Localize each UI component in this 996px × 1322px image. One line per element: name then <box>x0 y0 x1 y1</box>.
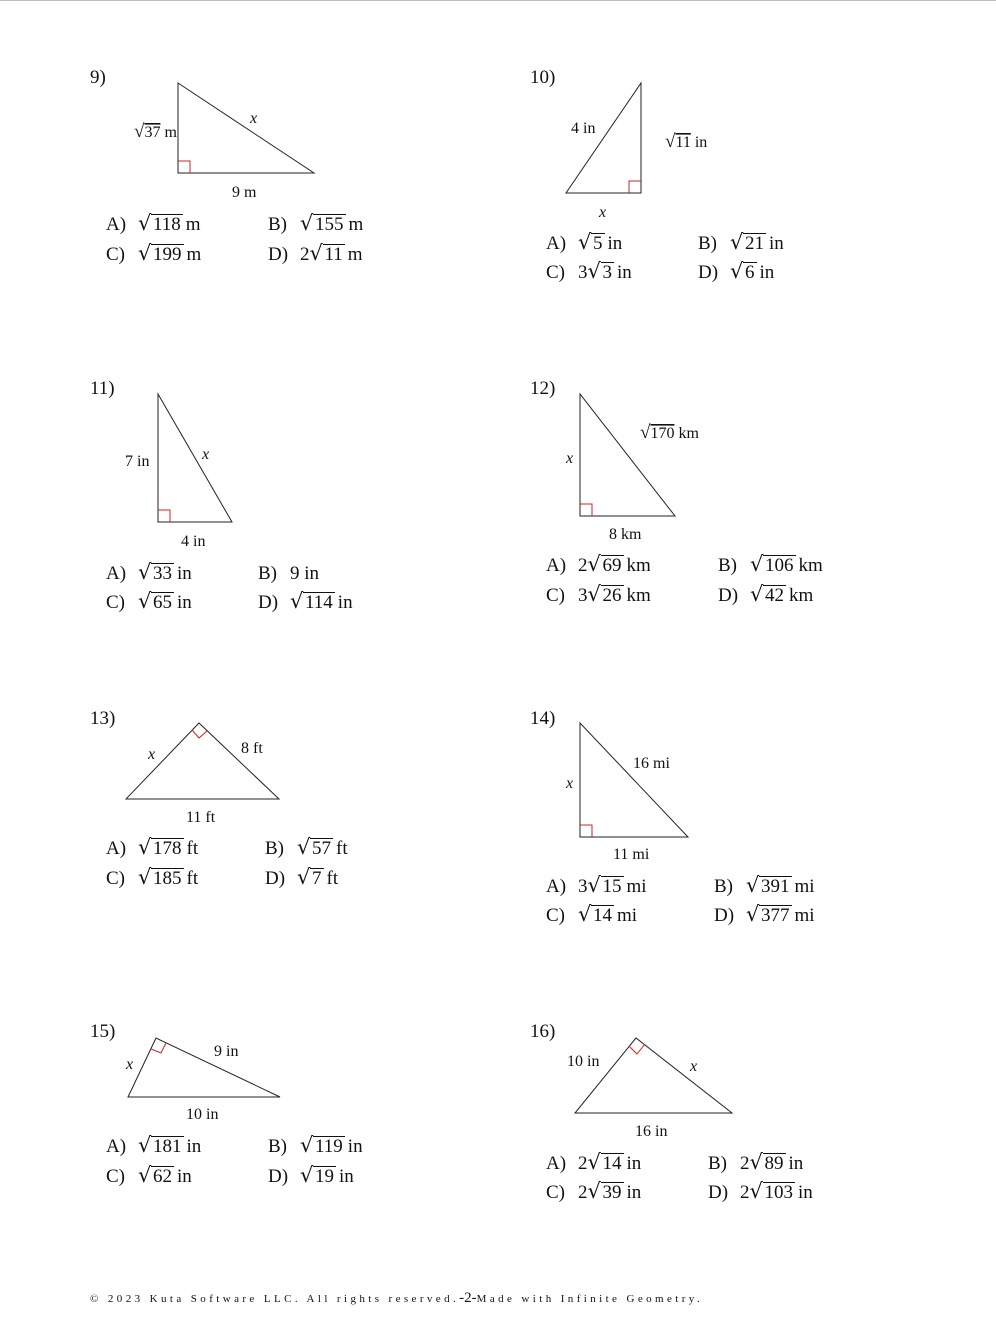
side-label: 8 ft <box>241 740 263 757</box>
triangle <box>580 723 688 837</box>
answer-choice-b[interactable]: B) 9 in <box>258 563 320 584</box>
right-angle-mark <box>580 825 592 837</box>
problem-12 <box>530 378 970 678</box>
side-label: x <box>690 1058 698 1075</box>
answer-choice-b[interactable]: B)√ 21 in <box>698 233 784 255</box>
triangle <box>158 394 232 522</box>
side-label: x <box>599 204 607 221</box>
side-label: x <box>566 775 574 792</box>
answer-choice-c[interactable]: C)√ 14 mi <box>546 905 637 927</box>
side-label: x <box>202 446 210 463</box>
triangle <box>128 1038 280 1097</box>
answer-choice-d[interactable]: D) 2√ 11 m <box>268 244 363 266</box>
right-angle-mark <box>629 1044 645 1054</box>
answer-choice-d[interactable]: D)√ 42 km <box>718 585 813 607</box>
triangle <box>178 83 314 173</box>
problem-10 <box>530 67 970 367</box>
copyright-text: © 2023 Kuta Software LLC. All rights reserved. <box>90 1293 460 1305</box>
answer-choice-a[interactable]: A) 3√ 15 mi <box>546 876 647 898</box>
side-label: 16 in <box>635 1123 668 1140</box>
answer-choice-a[interactable]: A)√ 118 m <box>106 214 201 236</box>
side-label: 11 mi <box>613 846 650 863</box>
side-label: x <box>566 450 574 467</box>
page-number: -2- <box>459 1290 477 1306</box>
triangle <box>580 394 675 516</box>
right-angle-mark <box>192 730 207 738</box>
problem-number: 9) <box>90 67 106 88</box>
problem-9 <box>90 67 530 367</box>
made-with-text: Made with Infinite Geometry. <box>476 1293 704 1305</box>
problem-14 <box>530 708 970 1008</box>
problem-number: 11) <box>90 378 115 399</box>
side-label: 11 ft <box>186 809 216 826</box>
triangle-figure <box>90 378 530 548</box>
side-label: 10 in <box>567 1053 600 1070</box>
side-label: √37 m <box>134 121 177 142</box>
answer-choice-c[interactable]: C)√ 185 ft <box>106 868 198 890</box>
triangle-figure <box>90 708 530 838</box>
problem-number: 10) <box>530 67 556 88</box>
triangle-figure <box>530 1021 970 1151</box>
triangle <box>575 1038 732 1113</box>
answer-choice-a[interactable]: A)√ 181 in <box>106 1136 201 1158</box>
answer-choice-a[interactable]: A)√ 178 ft <box>106 838 198 860</box>
triangle-figure <box>530 378 970 548</box>
problem-number: 14) <box>530 708 556 729</box>
side-label: 10 in <box>186 1106 219 1123</box>
problem-16 <box>530 1021 970 1321</box>
side-label: 16 mi <box>633 755 670 772</box>
side-label: √170 km <box>640 422 699 443</box>
answer-choice-b[interactable]: B)√ 391 mi <box>714 876 815 898</box>
problem-number: 12) <box>530 378 556 399</box>
answer-choice-b[interactable]: B)√ 119 in <box>268 1136 363 1158</box>
answer-choice-b[interactable]: B)√ 106 km <box>718 555 823 577</box>
answer-choice-a[interactable]: A) 2√ 69 km <box>546 555 651 577</box>
problem-number: 13) <box>90 708 116 729</box>
problem-15 <box>90 1021 530 1321</box>
answer-choice-c[interactable]: C) 2√ 39 in <box>546 1182 641 1204</box>
triangle-figure <box>90 1021 530 1151</box>
problem-number: 15) <box>90 1021 116 1042</box>
answer-choice-b[interactable]: B)√ 57 ft <box>265 838 348 860</box>
footer <box>90 1290 910 1307</box>
right-angle-mark <box>178 161 190 173</box>
answer-choice-c[interactable]: C)√ 199 m <box>106 244 201 266</box>
side-label: 8 km <box>609 526 642 543</box>
side-label: √11 in <box>665 131 708 152</box>
answer-choice-c[interactable]: C)√ 62 in <box>106 1166 192 1188</box>
answer-choice-a[interactable]: A)√ 33 in <box>106 563 192 585</box>
triangle <box>566 83 641 193</box>
triangle-figure <box>530 67 970 227</box>
answer-choice-c[interactable]: C) 3√ 3 in <box>546 262 632 284</box>
side-label: x <box>250 110 258 127</box>
answer-choice-b[interactable]: B) 2√ 89 in <box>708 1153 803 1175</box>
side-label: 9 m <box>232 184 257 201</box>
side-label: 4 in <box>181 533 206 550</box>
top-border <box>0 0 996 1</box>
answer-choice-d[interactable]: D)√ 6 in <box>698 262 774 284</box>
side-label: 9 in <box>214 1043 239 1060</box>
side-label: x <box>126 1056 134 1073</box>
right-angle-mark <box>629 181 641 193</box>
right-angle-mark <box>158 510 170 522</box>
answer-choice-d[interactable]: D) 2√ 103 in <box>708 1182 813 1204</box>
answer-choice-c[interactable]: C)√ 65 in <box>106 592 192 614</box>
problem-13 <box>90 708 530 1008</box>
answer-choice-a[interactable]: A) 2√ 14 in <box>546 1153 641 1175</box>
answer-choice-d[interactable]: D)√ 114 in <box>258 592 353 614</box>
side-label: x <box>148 746 156 763</box>
answer-choice-d[interactable]: D)√ 377 mi <box>714 905 815 927</box>
side-label: 7 in <box>125 453 150 470</box>
right-angle-mark <box>580 504 592 516</box>
triangle-figure <box>90 67 530 217</box>
answer-choice-c[interactable]: C) 3√ 26 km <box>546 585 651 607</box>
answer-choice-b[interactable]: B)√ 155 m <box>268 214 363 236</box>
problem-11 <box>90 378 530 678</box>
problem-number: 16) <box>530 1021 556 1042</box>
triangle-figure <box>530 708 970 868</box>
answer-choice-d[interactable]: D)√ 19 in <box>268 1166 354 1188</box>
answer-choice-d[interactable]: D)√ 7 ft <box>265 868 338 890</box>
side-label: 4 in <box>571 120 596 137</box>
answer-choice-a[interactable]: A)√ 5 in <box>546 233 622 255</box>
